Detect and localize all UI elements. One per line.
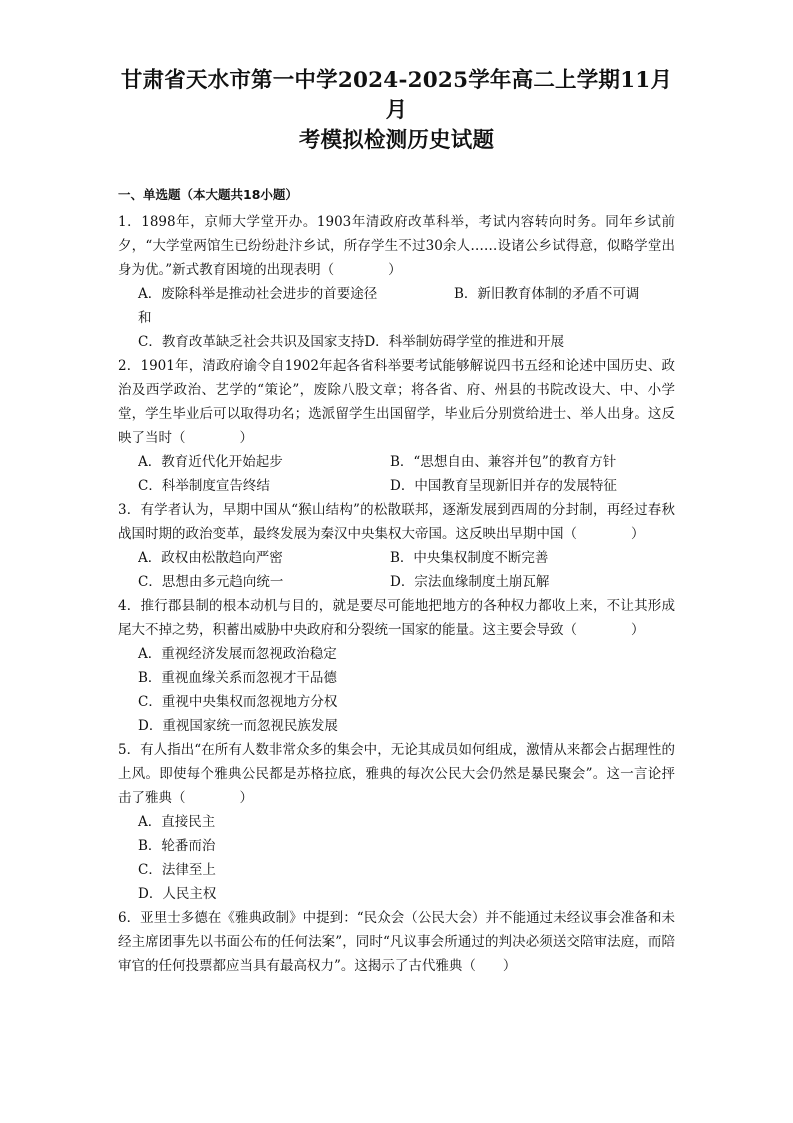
question-3-option-b: B．中央集权制度不断完善	[390, 550, 549, 566]
question-1-option-d: D．科举制妨碍学堂的推进和开展	[364, 334, 565, 350]
question-4-options	[118, 642, 675, 738]
question-2-option-c: C．科举制度宣告终结	[138, 478, 270, 494]
section-heading: 一、单选题（本大题共18小题）	[118, 187, 298, 202]
question-2-option-a: A．教育近代化开始起步	[138, 454, 283, 470]
question-1	[118, 210, 675, 354]
question-4-stem: 4．推行郡县制的根本动机与目的，就是要尽可能地把地方的各种权力都收上来，不让其形成尾大不掉之势，积蓄出威胁中央政府和分裂统一国家的能量。这主要会导致（ ）	[118, 598, 675, 638]
question-5-option-d: D．人民主权	[138, 886, 217, 902]
title-line-1: 甘肃省天水市第一中学2024-2025学年高二上学期11月月	[120, 68, 673, 123]
question-5-option-b: B．轮番而治	[138, 838, 216, 854]
question-5	[118, 738, 675, 906]
page-title	[118, 66, 675, 156]
question-3-stem: 3．有学者认为，早期中国从“猴山结构”的松散联邦，逐渐发展到西周的分封制，再经过春秋战国时期的政治变革，最终发展为秦汉中央集权大帝国。这反映出早期中国（ ）	[118, 502, 675, 542]
question-6-stem: 6．亚里士多德在《雅典政制》中提到：“民众会（公民大会）并不能通过未经议事会准备和未经主席团事先以书面公布的任何法案”，同时“凡议事会所通过的判决必须送交陪审法庭，而陪审官的任何投票都应当具有最高权力”。这揭示了古代雅典（ ）	[118, 910, 675, 974]
question-4	[118, 594, 675, 738]
question-2	[118, 354, 675, 498]
question-2-option-d: D．中国教育呈现新旧并存的发展特征	[390, 478, 617, 494]
question-4-option-a: A．重视经济发展而忽视政治稳定	[138, 646, 337, 662]
question-3-option-c: C．思想由多元趋向统一	[138, 574, 284, 590]
question-4-option-b: B．重视血缘关系而忽视才干品德	[138, 670, 337, 686]
question-1-option-b: B．新旧教育体制的矛盾不可调	[454, 286, 640, 302]
question-1-options-ab	[118, 282, 675, 330]
question-1-option-c: C．教育改革缺乏社会共识及国家支持	[138, 334, 365, 350]
question-6	[118, 906, 675, 978]
question-2-option-b: B．“思想自由、兼容并包”的教育方针	[390, 454, 617, 470]
question-3-option-d: D．宗法血缘制度土崩瓦解	[390, 574, 550, 590]
title-line-2: 考模拟检测历史试题	[298, 128, 495, 153]
question-1-option-b-wrap: 和	[138, 310, 152, 326]
question-2-stem: 2．1901年，清政府谕令自1902年起各省科举要考试能够解说四书五经和论述中国历史、政治及西学政治、艺学的“策论”，废除八股文章；将各省、府、州县的书院改设大、中、小学堂，学生毕业后可以取得功名；选派留学生出国留学，毕业后分别赏给进士、举人出身。这反映了当时（ ）	[118, 358, 675, 446]
question-1-options-cd	[118, 330, 675, 354]
question-5-option-c: C．法律至上	[138, 862, 216, 878]
question-2-options	[118, 450, 675, 498]
question-5-stem: 5．有人指出“在所有人数非常众多的集会中，无论其成员如何组成，激情从来都会占据理性的上风。即使每个雅典公民都是苏格拉底，雅典的每次公民大会仍然是暴民聚会”。这一言论抨击了雅典（ ）	[118, 742, 675, 806]
question-1-stem: 1．1898年，京师大学堂开办。1903年清政府改革科举，考试内容转向时务。同年乡试前夕，“大学堂两馆生已纷纷赴汴乡试，所存学生不过30余人……设诸公乡试得意，似略学堂出身为优。”新式教育困境的出现表明（ ）	[118, 214, 675, 278]
question-3-options	[118, 546, 675, 594]
question-5-options	[118, 810, 675, 906]
question-5-option-a: A．直接民主	[138, 814, 216, 830]
question-4-option-d: D．重视国家统一而忽视民族发展	[138, 718, 338, 734]
question-1-option-a: A．废除科举是推动社会进步的首要途径	[138, 286, 378, 302]
question-4-option-c: C．重视中央集权而忽视地方分权	[138, 694, 338, 710]
question-3-option-a: A．政权由松散趋向严密	[138, 550, 283, 566]
question-3	[118, 498, 675, 594]
